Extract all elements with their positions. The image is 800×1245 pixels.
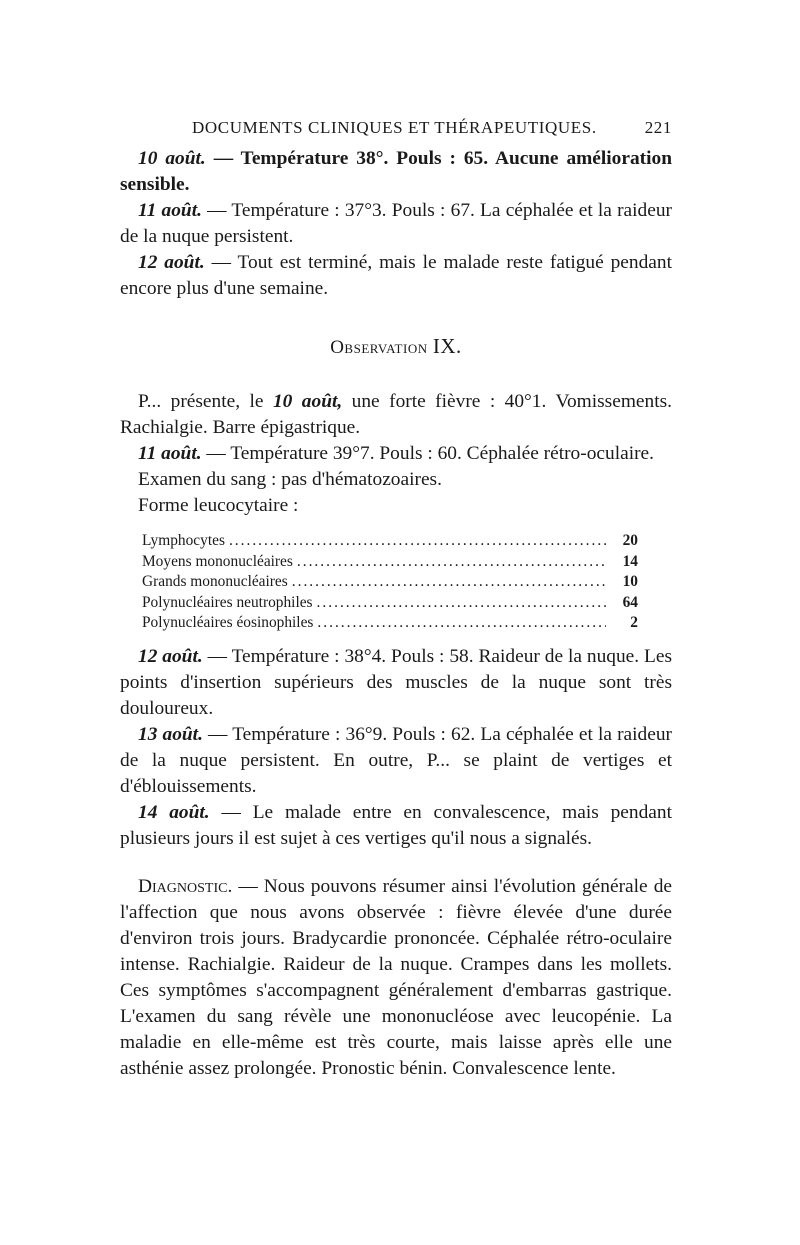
entry-13-aout: 13 août. — Température : 36°9. Pouls : 62. La céphalée et la raideur de la nuque persistent. En outre, P... se plaint de vertiges et d'éblouissements. — [120, 723, 672, 797]
dot-leader — [229, 531, 606, 552]
blood-exam: Examen du sang : pas d'hématozoaires. — [138, 469, 442, 490]
table-row: Lymphocytes ..... 20 — [142, 531, 638, 552]
header-title: DOCUMENTS CLINIQUES ET THÉRAPEUTIQUES. — [192, 118, 597, 137]
entry-12-aout-obs: 12 août. — Température : 38°4. Pouls : 58. Raideur de la nuque. Les points d'insertion supérieurs des muscles de la nuque sont très douloureux. — [120, 645, 673, 719]
leuco-table — [142, 531, 638, 634]
entry-14-aout: 14 août. — Le malade entre en convalescence, mais pendant plusieurs jours il est sujet à ces vertiges qu'il nous a signalés. — [120, 801, 672, 849]
dot-leader — [292, 572, 606, 593]
observation-heading: Observation IX. — [330, 334, 462, 358]
entry-12-aout: 12 août. — Tout est terminé, mais le malade reste fatigué pendant encore plus d'une semaine. — [120, 252, 672, 299]
table-row: Polynucléaires neutrophiles ..... 64 — [142, 593, 638, 614]
table-row: Polynucléaires éosinophiles ..... 2 — [142, 613, 638, 634]
entry-10-aout: 10 août. — Température 38°. Pouls : 65. Aucune amélioration sensible. — [120, 148, 672, 195]
dot-leader — [317, 613, 606, 634]
dot-leader — [317, 593, 606, 614]
entry-11-aout-obs: 11 août. — Température 39°7. Pouls : 60. Céphalée rétro-oculaire. — [138, 443, 655, 464]
book-page — [120, 118, 672, 1082]
leuco-formula-label: Forme leucocytaire : — [138, 495, 299, 516]
entry-11-aout: 11 août. — Température : 37°3. Pouls : 67. La céphalée et la raideur de la nuque persistent. — [120, 200, 673, 247]
table-row: Moyens mononucléaires ..... 14 — [142, 552, 638, 573]
page-number: 221 — [644, 118, 672, 137]
running-header — [120, 118, 672, 146]
observation-intro: P... présente, le 10 août, une forte fièvre : 40°1. Vomissements. Rachialgie. Barre épigastrique. — [120, 391, 672, 438]
table-row: Grands mononucléaires ..... 10 — [142, 572, 638, 593]
diagnostic-paragraph: Diagnostic. — Nous pouvons résumer ainsi l'évolution générale de l'affection que nous avons observée : fièvre élevée d'une durée d'environ trois jours. Bradycardie prononcée. Céphalée rétro-oculaire intense. Rachialgie. Raideur de la nuque. Crampes dans les mollets. Ces symptômes s'accompagnent généralement d'embarras gastrique. L'examen du sang révèle une mononucléose avec leucopénie. La maladie en elle-même est très courte, mais laisse après elle une asthénie assez prolongée. Pronostic bénin. Convalescence lente. — [120, 875, 672, 1079]
dot-leader — [297, 552, 606, 573]
